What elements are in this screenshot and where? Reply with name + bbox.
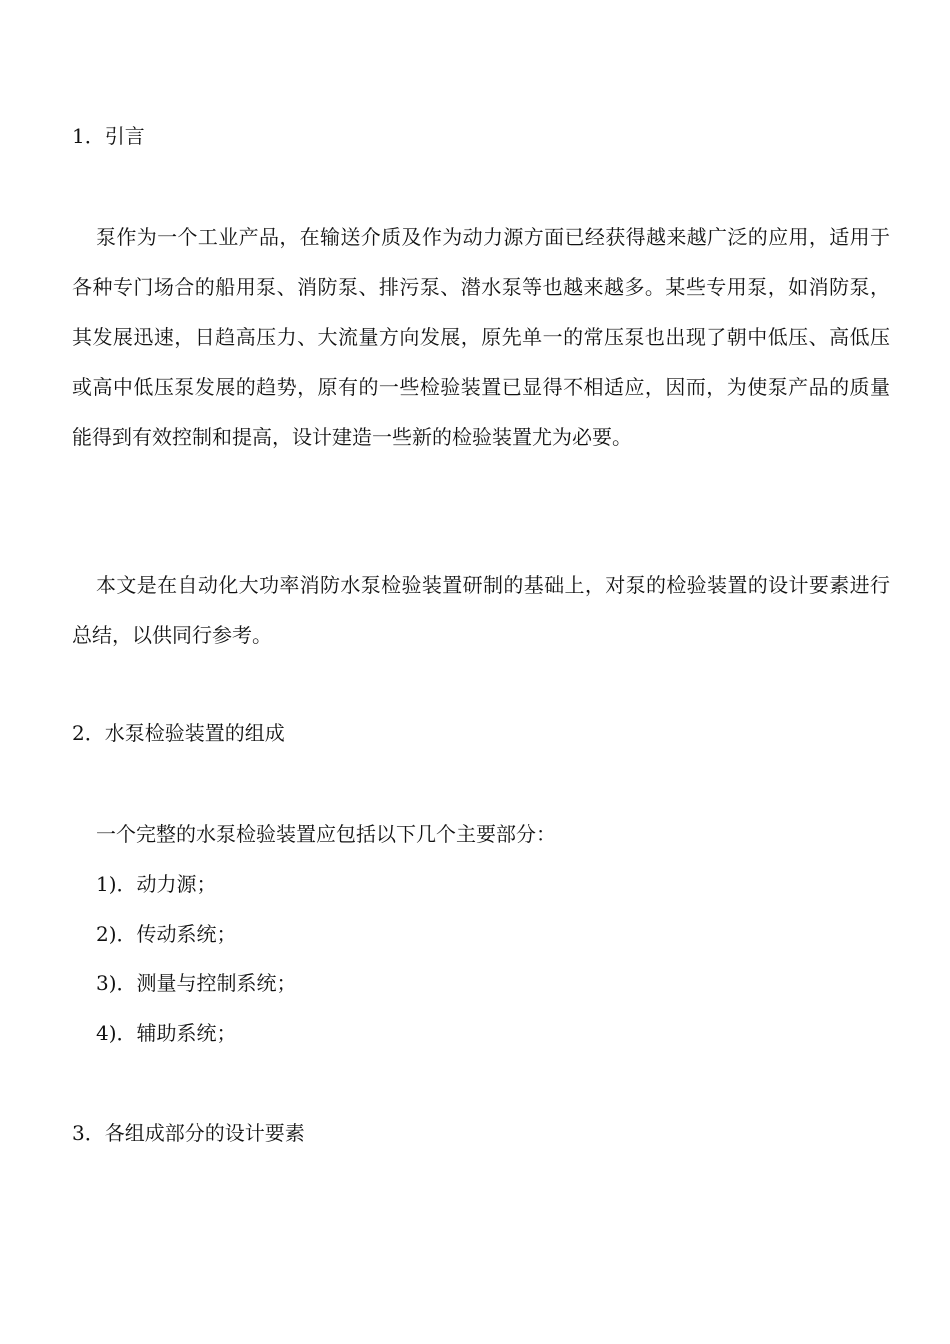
section-3-heading: 3．各组成部分的设计要素 [72,1121,305,1145]
section-1-paragraph-2: 本文是在自动化大功率消防水泵检验装置研制的基础上，对泵的检验装置的设计要素进行总结，以供同行参考。 [72,573,890,647]
section-1-paragraph-1: 泵作为一个工业产品，在输送介质及作为动力源方面已经获得越来越广泛的应用，适用于各种专门场合的船用泵、消防泵、排污泵、潜水泵等也越来越多。某些专用泵，如消防泵，其发展迅速，日趋高压力、大流量方向发展，原先单一的常压泵也出现了朝中低压、高低压或高中低压泵发展的趋势，原有的一些检验装置已显得不相适应，因而，为使泵产品的质量能得到有效控制和提高，设计建造一些新的检验装置尤为必要。 [72,225,890,449]
list-item: 3)．测量与控制系统； [96,971,297,995]
section-2-heading: 2．水泵检验装置的组成 [72,721,285,745]
list-item: 1)．动力源； [96,872,217,896]
list-item: 2)．传动系统； [96,922,237,946]
section-2-intro: 一个完整的水泵检验装置应包括以下几个主要部分： [96,822,556,846]
list-item: 4)．辅助系统； [96,1021,237,1045]
section-1-heading: 1．引言 [72,124,145,148]
